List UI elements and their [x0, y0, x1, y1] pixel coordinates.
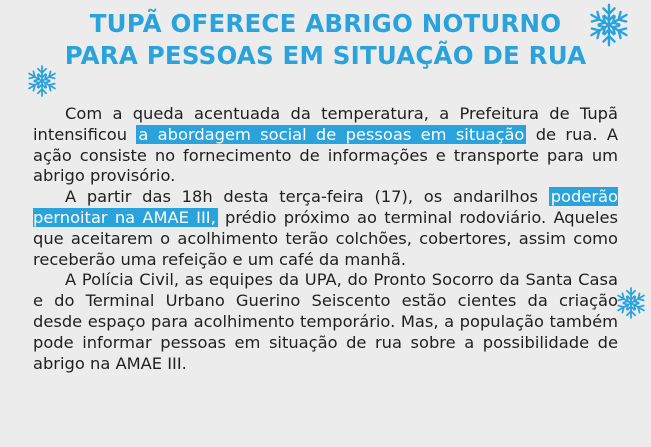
highlighted-text: a abordagem social de pessoas em situação [138, 124, 525, 144]
snowflake-icon [25, 64, 59, 98]
highlighted-text: poderão pernoitar na AMAE III, [33, 187, 618, 227]
paragraph-text: prédio próximo ao terminal rodoviário. Aqueles que aceitarem o acolhimento terão colchões, cobertores, assim como receberão uma refeição e um café da manhã. [33, 207, 618, 269]
paragraph-text: Com a queda acentuada da temperatura, a Prefeitura de Tupã intensificou [33, 104, 618, 144]
article-body [33, 104, 618, 374]
paragraph: A Polícia Civil, as equipes da UPA, do Pronto Socorro da Santa Casa e do Terminal Urbano Guerino Seiscento estão cientes da criação desde espaço para acolhimento temporário. Mas, a população também pode informar pessoas em situação de rua sobre a possibilidade de abrigo na AMAE III. [33, 270, 618, 373]
headline [0, 8, 651, 72]
snowflake-icon [586, 2, 632, 48]
paragraph [33, 187, 618, 270]
headline-line-2: PARA PESSOAS EM SITUAÇÃO DE RUA [64, 41, 587, 70]
paragraph-text: de rua. A ação consiste no fornecimento de informações e transporte para um abrigo provisório. [33, 124, 618, 186]
paragraph-text: A partir das 18h desta terça-feira (17), os andarilhos [65, 187, 549, 207]
headline-line-1: TUPÃ OFERECE ABRIGO NOTURNO [89, 9, 562, 38]
snowflake-icon [614, 286, 648, 320]
paragraph [33, 104, 618, 187]
